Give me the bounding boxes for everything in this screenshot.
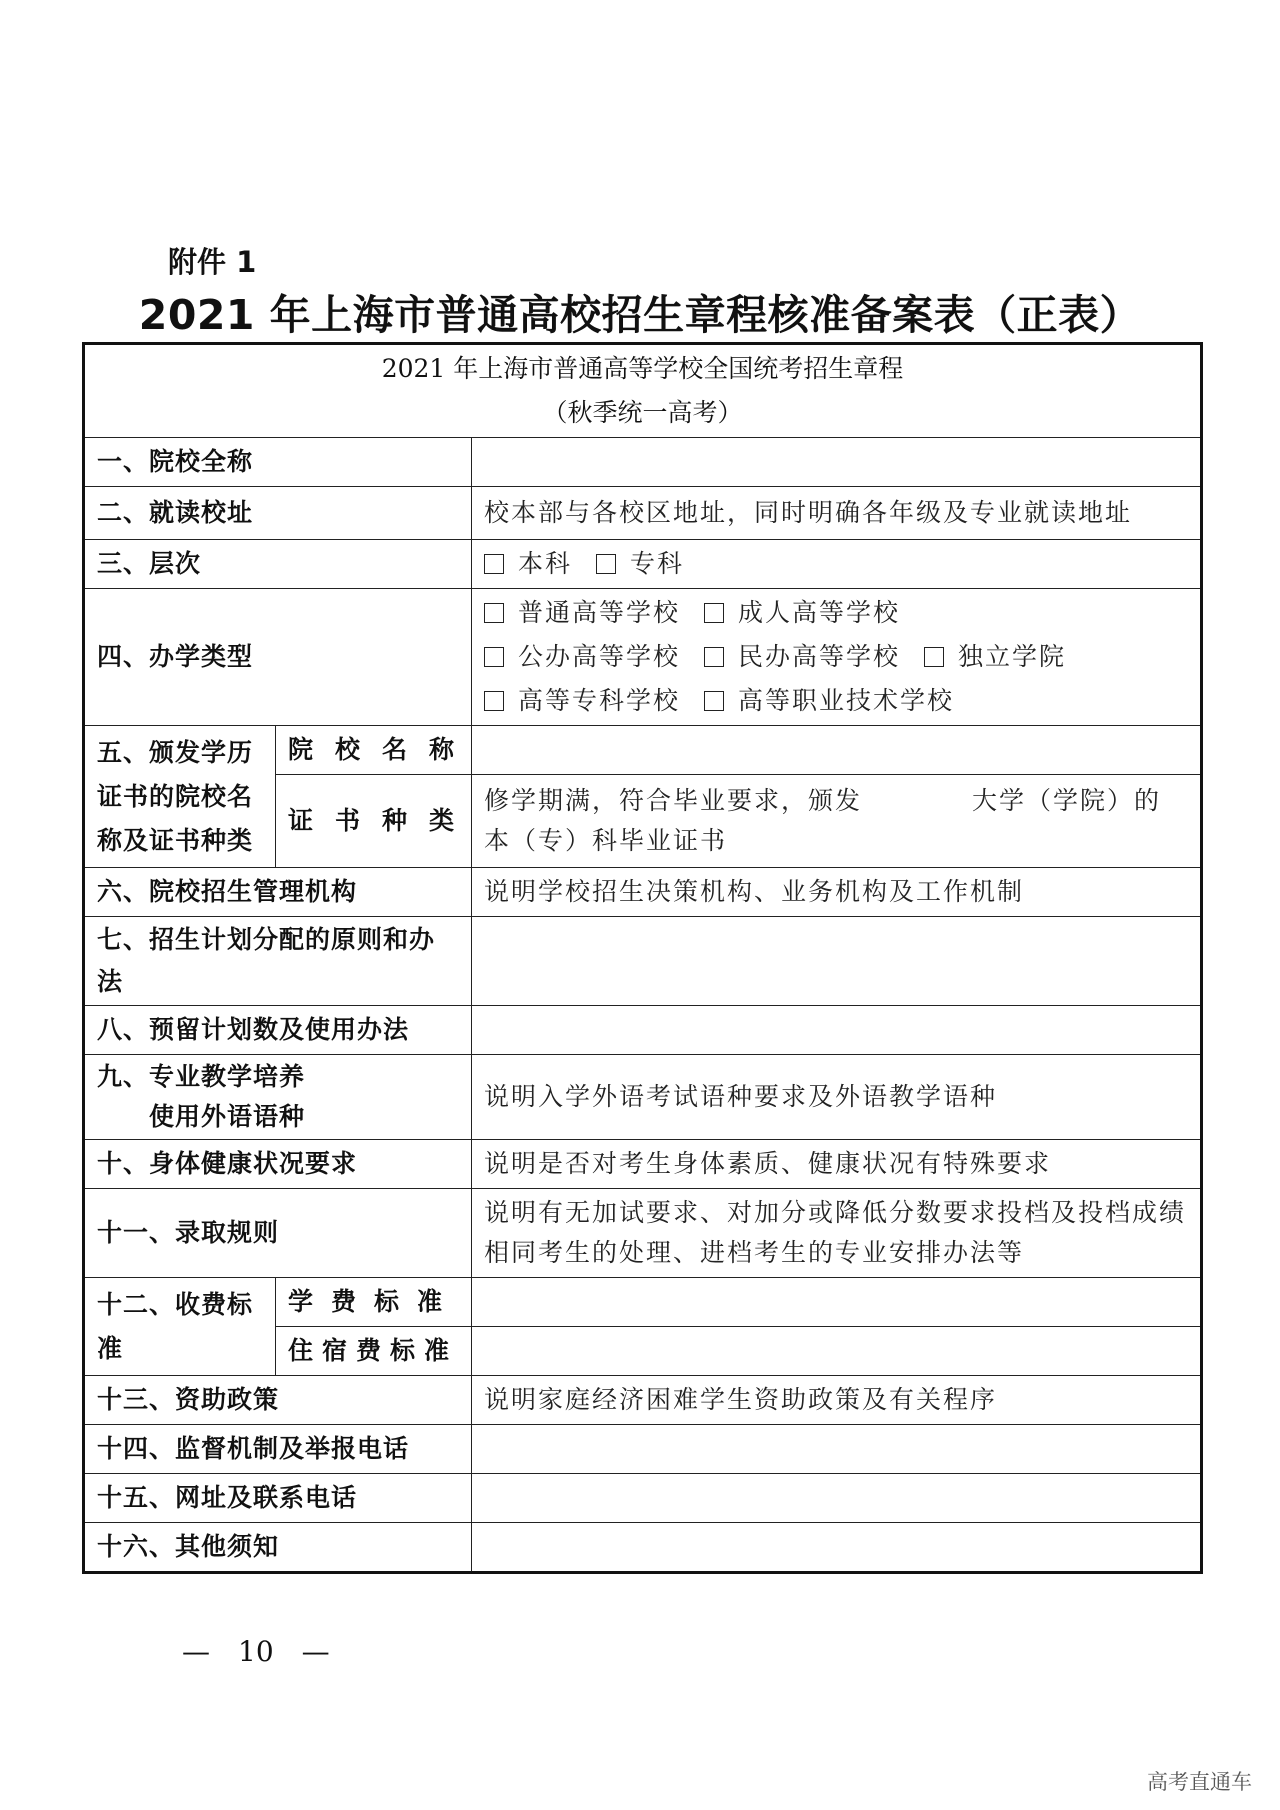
attachment-label: 附件 1 xyxy=(168,245,257,279)
watermark: 高考直通车 xyxy=(1147,1770,1252,1794)
option-label: 专科 xyxy=(629,549,684,578)
row-value-tuition[interactable] xyxy=(472,1278,1202,1327)
checkbox-icon[interactable] xyxy=(484,554,504,574)
page-dash-left: — xyxy=(182,1635,210,1668)
row-value-other[interactable] xyxy=(472,1523,1202,1573)
row-label-fees: 十二、收费标准 xyxy=(84,1278,276,1376)
row-label-language xyxy=(84,1055,472,1140)
row-label-health: 十、身体健康状况要求 xyxy=(84,1140,472,1189)
row-value-accommodation[interactable] xyxy=(472,1327,1202,1376)
table-row xyxy=(84,1425,1202,1474)
row-label-level: 三、层次 xyxy=(84,540,472,589)
type-option-college[interactable] xyxy=(484,679,680,723)
option-label: 独立学院 xyxy=(957,642,1066,671)
table-row xyxy=(84,1376,1202,1425)
table-row xyxy=(84,487,1202,540)
row-label-reserved-plan: 八、预留计划数及使用办法 xyxy=(84,1006,472,1055)
checkbox-icon[interactable] xyxy=(704,647,724,667)
option-label: 公办高等学校 xyxy=(518,642,681,671)
row-label-supervision: 十四、监督机制及举报电话 xyxy=(84,1425,472,1474)
checkbox-icon[interactable] xyxy=(484,603,504,623)
option-label: 本科 xyxy=(518,549,573,578)
table-row xyxy=(84,868,1202,917)
level-option-undergrad[interactable] xyxy=(484,542,572,586)
row-value-school-name[interactable] xyxy=(472,438,1202,487)
option-label: 民办高等学校 xyxy=(737,642,900,671)
row-label-school-name: 一、院校全称 xyxy=(84,438,472,487)
type-option-private[interactable] xyxy=(704,635,900,679)
page-title: 2021 年上海市普通高校招生章程核准备案表（正表） xyxy=(138,291,1142,339)
sub-label-accommodation: 住宿费标准 xyxy=(276,1327,472,1376)
table-row xyxy=(84,589,1202,726)
type-option-public[interactable] xyxy=(484,635,680,679)
row-label-financial-aid: 十三、资助政策 xyxy=(84,1376,472,1425)
table-row xyxy=(84,1523,1202,1573)
table-row xyxy=(84,1140,1202,1189)
row-label-address: 二、就读校址 xyxy=(84,487,472,540)
row-label-website: 十五、网址及联系电话 xyxy=(84,1474,472,1523)
table-row xyxy=(84,1474,1202,1523)
checkbox-icon[interactable] xyxy=(484,647,504,667)
table-row xyxy=(84,1055,1202,1140)
table-row xyxy=(84,438,1202,487)
checkbox-icon[interactable] xyxy=(704,603,724,623)
row-value-cert-school[interactable] xyxy=(472,726,1202,775)
option-label: 普通高等学校 xyxy=(518,598,681,627)
language-label-line1: 九、专业教学培养 xyxy=(97,1062,306,1091)
sub-label-tuition: 学费标准 xyxy=(276,1278,472,1327)
cert-text-b: 大学（学院）的本（专）科毕业证书 xyxy=(484,786,1162,855)
table-header-row xyxy=(84,344,1202,438)
row-label-school-type: 四、办学类型 xyxy=(84,589,472,726)
row-label-plan-allocation: 七、招生计划分配的原则和办法 xyxy=(84,917,472,1006)
type-option-adult[interactable] xyxy=(704,591,900,635)
option-label: 高等职业技术学校 xyxy=(737,686,954,715)
row-value-website[interactable] xyxy=(472,1474,1202,1523)
row-label-admission-office: 六、院校招生管理机构 xyxy=(84,868,472,917)
sub-label-school-name: 院校名称 xyxy=(276,726,472,775)
row-value-admission-rules[interactable]: 说明有无加试要求、对加分或降低分数要求投档及投档成绩相同考生的处理、进档考生的专业安排办法等 xyxy=(472,1189,1202,1278)
table-row xyxy=(84,1189,1202,1278)
row-value-address[interactable]: 校本部与各校区地址，同时明确各年级及专业就读地址 xyxy=(472,487,1202,540)
header-line-2: （秋季统一高考） xyxy=(542,398,743,427)
level-option-junior[interactable] xyxy=(596,542,684,586)
row-value-school-type xyxy=(472,589,1202,726)
row-value-reserved-plan[interactable] xyxy=(472,1006,1202,1055)
row-label-admission-rules: 十一、录取规则 xyxy=(84,1189,472,1278)
row-label-other: 十六、其他须知 xyxy=(84,1523,472,1573)
page-dash-right: — xyxy=(301,1635,330,1668)
cert-text-a: 修学期满，符合毕业要求，颁发 xyxy=(484,786,863,815)
checkbox-icon[interactable] xyxy=(704,691,724,711)
table-row xyxy=(84,726,1202,775)
page-number xyxy=(168,1635,344,1668)
row-value-cert-type[interactable] xyxy=(472,775,1202,868)
table-row xyxy=(84,1006,1202,1055)
row-value-financial-aid[interactable]: 说明家庭经济困难学生资助政策及有关程序 xyxy=(472,1376,1202,1425)
page-number-value: 10 xyxy=(238,1635,274,1668)
type-option-vocational[interactable] xyxy=(704,679,954,723)
row-value-level xyxy=(472,540,1202,589)
type-option-independent[interactable] xyxy=(924,635,1066,679)
option-label: 高等专科学校 xyxy=(518,686,681,715)
table-row xyxy=(84,540,1202,589)
checkbox-icon[interactable] xyxy=(924,647,944,667)
row-value-plan-allocation[interactable] xyxy=(472,917,1202,1006)
language-label-line2: 使用外语语种 xyxy=(149,1102,306,1131)
option-label: 成人高等学校 xyxy=(737,598,900,627)
header-line-1: 2021 年上海市普通高等学校全国统考招生章程 xyxy=(381,354,904,383)
row-value-supervision[interactable] xyxy=(472,1425,1202,1474)
row-value-language[interactable]: 说明入学外语考试语种要求及外语教学语种 xyxy=(472,1055,1202,1140)
table-row xyxy=(84,1278,1202,1327)
row-value-admission-office[interactable]: 说明学校招生决策机构、业务机构及工作机制 xyxy=(472,868,1202,917)
checkbox-icon[interactable] xyxy=(596,554,616,574)
checkbox-icon[interactable] xyxy=(484,691,504,711)
row-value-health[interactable]: 说明是否对考生身体素质、健康状况有特殊要求 xyxy=(472,1140,1202,1189)
table-header xyxy=(84,344,1202,438)
row-label-certificate: 五、颁发学历证书的院校名称及证书种类 xyxy=(84,726,276,868)
sub-label-cert-type: 证书种类 xyxy=(276,775,472,868)
type-option-regular[interactable] xyxy=(484,591,680,635)
registration-form-table xyxy=(82,342,1203,1574)
table-row xyxy=(84,917,1202,1006)
